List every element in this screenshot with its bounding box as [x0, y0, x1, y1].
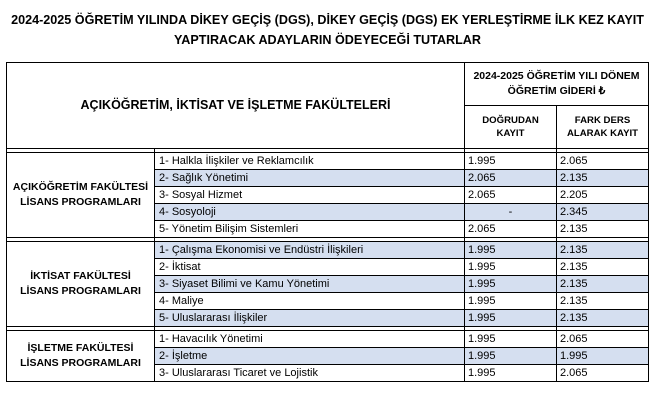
direct-fee: 1.995 — [465, 153, 557, 170]
program-name: 3- Sosyal Hizmet — [155, 187, 465, 204]
faculties-header: AÇIKÖĞRETİM, İKTİSAT VE İŞLETME FAKÜLTELERİ — [7, 63, 465, 149]
direct-fee: - — [465, 204, 557, 221]
direct-fee: 2.065 — [465, 187, 557, 204]
program-name: 2- İşletme — [155, 348, 465, 365]
title-line-1: 2024-2025 ÖĞRETİM YILINDA DİKEY GEÇİŞ (DGS), DİKEY GEÇİŞ (DGS) EK YERLEŞTİRME İLK KEZ KAYIT — [11, 13, 644, 27]
direct-fee: 1.995 — [465, 331, 557, 348]
program-name: 2- İktisat — [155, 259, 465, 276]
program-name: 4- Maliye — [155, 293, 465, 310]
difference-fee: 2.065 — [557, 365, 649, 382]
direct-fee: 1.995 — [465, 276, 557, 293]
direct-fee: 1.995 — [465, 259, 557, 276]
faculty-isletme: İŞLETME FAKÜLTESİ LİSANS PROGRAMLARI — [7, 331, 155, 382]
program-name: 1- Halkla İlişkiler ve Reklamcılık — [155, 153, 465, 170]
program-name: 3- Siyaset Bilimi ve Kamu Yönetimi — [155, 276, 465, 293]
direct-fee: 1.995 — [465, 242, 557, 259]
direct-fee: 1.995 — [465, 365, 557, 382]
faculty-iktisat: İKTİSAT FAKÜLTESİ LİSANS PROGRAMLARI — [7, 242, 155, 327]
faculty-acikogretim: AÇIKÖĞRETİM FAKÜLTESİ LİSANS PROGRAMLARI — [7, 153, 155, 238]
difference-fee: 2.135 — [557, 221, 649, 238]
table-row — [7, 242, 649, 259]
difference-fee: 2.135 — [557, 259, 649, 276]
difference-fee: 2.065 — [557, 153, 649, 170]
difference-fee: 2.135 — [557, 170, 649, 187]
program-name: 5- Uluslararası İlişkiler — [155, 310, 465, 327]
page-title — [0, 10, 655, 50]
difference-fee: 2.345 — [557, 204, 649, 221]
fees-table — [6, 62, 649, 382]
difference-fee: 2.135 — [557, 242, 649, 259]
program-name: 1- Havacılık Yönetimi — [155, 331, 465, 348]
direct-fee: 1.995 — [465, 310, 557, 327]
table-row — [7, 153, 649, 170]
program-name: 4- Sosyoloji — [155, 204, 465, 221]
difference-fee: 2.135 — [557, 276, 649, 293]
direct-enrollment-header: DOĞRUDAN KAYIT — [465, 106, 557, 149]
direct-fee: 2.065 — [465, 170, 557, 187]
difference-fee: 2.135 — [557, 310, 649, 327]
period-header: 2024-2025 ÖĞRETİM YILI DÖNEM ÖĞRETİM GİDERİ ₺ — [465, 63, 649, 106]
title-line-2: YAPTIRACAK ADAYLARIN ÖDEYECEĞİ TUTARLAR — [174, 33, 481, 47]
program-name: 3- Uluslararası Ticaret ve Lojistik — [155, 365, 465, 382]
difference-fee: 2.065 — [557, 331, 649, 348]
table-row — [7, 331, 649, 348]
program-name: 5- Yönetim Bilişim Sistemleri — [155, 221, 465, 238]
direct-fee: 1.995 — [465, 293, 557, 310]
header-row-top — [7, 63, 649, 106]
difference-course-header: FARK DERS ALARAK KAYIT — [557, 106, 649, 149]
difference-fee: 2.135 — [557, 293, 649, 310]
program-name: 2- Sağlık Yönetimi — [155, 170, 465, 187]
difference-fee: 1.995 — [557, 348, 649, 365]
direct-fee: 2.065 — [465, 221, 557, 238]
program-name: 1- Çalışma Ekonomisi ve Endüstri İlişkileri — [155, 242, 465, 259]
difference-fee: 2.205 — [557, 187, 649, 204]
direct-fee: 1.995 — [465, 348, 557, 365]
